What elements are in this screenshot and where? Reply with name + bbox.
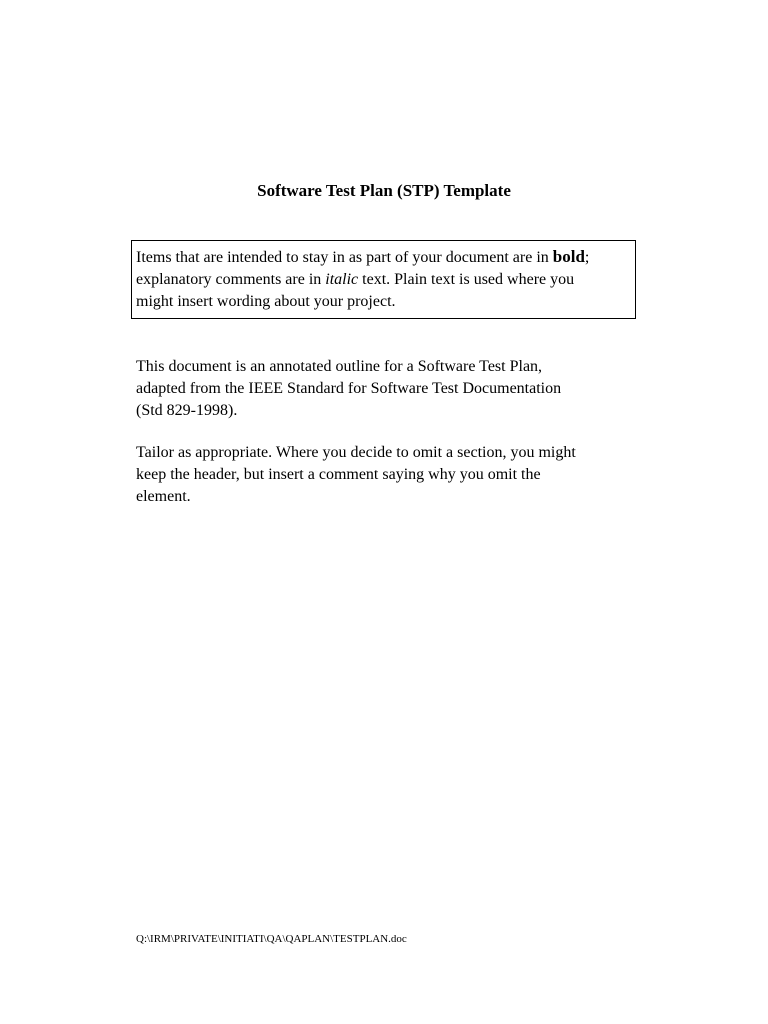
intro-line: adapted from the IEEE Standard for Software Test Documentation	[136, 380, 562, 397]
legend-line-2-end: text. Plain text is used where you	[358, 271, 575, 288]
legend-bold-example: bold	[552, 247, 585, 266]
tailoring-line: Tailor as appropriate. Where you decide to omit a section, you might	[136, 444, 576, 461]
tailoring-line: element.	[136, 488, 191, 505]
formatting-legend-box	[131, 240, 636, 319]
legend-line-2	[136, 269, 631, 291]
intro-line: (Std 829-1998).	[136, 402, 238, 419]
legend-line-1-end: ;	[584, 249, 590, 266]
legend-italic-example: italic	[325, 271, 359, 288]
document-title: Software Test Plan (STP) Template	[257, 181, 511, 200]
tailoring-paragraph	[136, 442, 636, 508]
tailoring-line: keep the header, but insert a comment saying why you omit the	[136, 466, 541, 483]
legend-line-2-text: explanatory comments are in	[136, 271, 326, 288]
legend-line-1-text: Items that are intended to stay in as part of your document are in	[136, 249, 553, 266]
legend-line-3: might insert wording about your project.	[136, 293, 396, 310]
legend-line-1	[136, 246, 631, 269]
intro-paragraph	[136, 356, 636, 422]
footer-file-path: Q:\IRM\PRIVATE\INITIATI\QA\QAPLAN\TESTPLAN.doc	[136, 933, 407, 945]
intro-line: This document is an annotated outline for a Software Test Plan,	[136, 358, 543, 375]
